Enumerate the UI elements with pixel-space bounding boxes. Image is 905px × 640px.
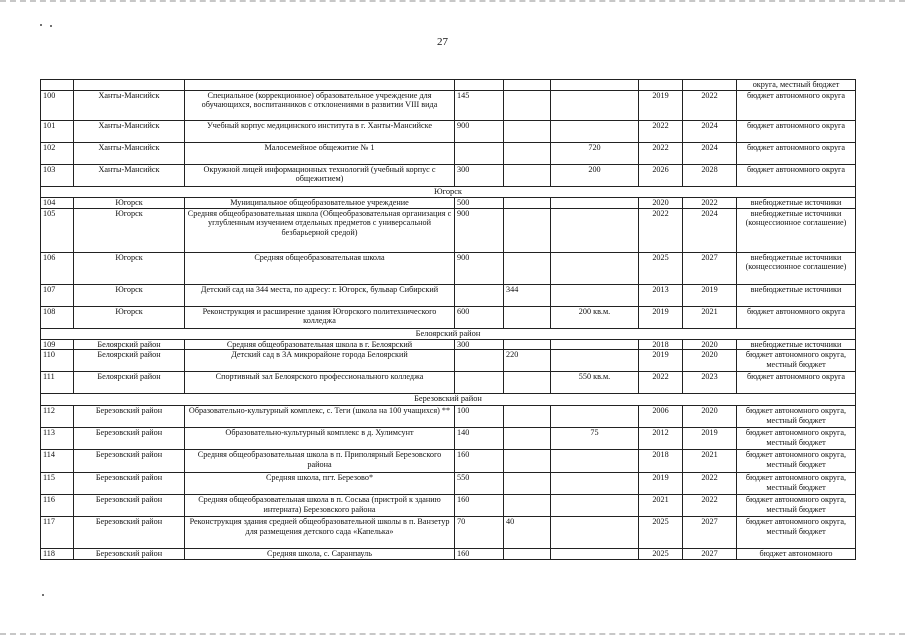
section-header-row <box>41 394 856 406</box>
table-row <box>41 450 856 473</box>
end-year-cell: 2022 <box>683 473 737 495</box>
end-year-cell: 2027 <box>683 517 737 549</box>
start-year-cell: 2025 <box>639 252 683 284</box>
section-header-row <box>41 186 856 197</box>
end-year-cell: 2021 <box>683 306 737 328</box>
area-beds-cell <box>551 120 639 142</box>
area-beds-cell <box>551 284 639 306</box>
funding-source-cell: бюджет автономного округа <box>737 142 856 164</box>
table-row <box>41 90 856 120</box>
start-year-cell: 2006 <box>639 406 683 428</box>
section-title: Югорск <box>41 186 856 197</box>
start-year-cell: 2022 <box>639 120 683 142</box>
start-year-cell: 2019 <box>639 350 683 372</box>
capacity-kindergarten-cell <box>504 549 551 560</box>
capacity-places-cell: 550 <box>455 473 504 495</box>
end-year-cell: 2019 <box>683 428 737 450</box>
end-year-cell <box>683 80 737 91</box>
start-year-cell: 2025 <box>639 549 683 560</box>
row-number-cell: 107 <box>41 284 74 306</box>
capacity-places-cell: 300 <box>455 339 504 350</box>
object-name-cell: Средняя общеобразовательная школа (Общеобразовательная организация с углубленным изучением отдельных предметов с универсальной безбарьерной средой) <box>185 208 455 252</box>
object-name-cell: Муниципальное общеобразовательное учреждение <box>185 197 455 208</box>
object-name-cell: Специальное (коррекционное) образовательное учреждение для обучающихся, воспитанников с отклонениями в развитии VIII вида <box>185 90 455 120</box>
row-number-cell: 101 <box>41 120 74 142</box>
capacity-kindergarten-cell <box>504 450 551 473</box>
table-row <box>41 549 856 560</box>
table-row <box>41 208 856 252</box>
object-name-cell: Средняя школа, пгт. Березово* <box>185 473 455 495</box>
table-row <box>41 350 856 372</box>
capacity-places-cell <box>455 284 504 306</box>
object-name-cell: Учебный корпус медицинского института в г. Ханты-Мансийске <box>185 120 455 142</box>
capacity-kindergarten-cell <box>504 495 551 517</box>
end-year-cell: 2024 <box>683 208 737 252</box>
object-name-cell <box>185 80 455 91</box>
capacity-places-cell: 600 <box>455 306 504 328</box>
start-year-cell: 2019 <box>639 90 683 120</box>
funding-source-cell: бюджет автономного округа <box>737 306 856 328</box>
municipality-cell: Березовский район <box>74 495 185 517</box>
area-beds-cell <box>551 80 639 91</box>
funding-source-cell: внебюджетные источники (концессионное соглашение) <box>737 208 856 252</box>
object-name-cell: Образовательно-культурный комплекс в д. Хулимсунт <box>185 428 455 450</box>
area-beds-cell: 720 <box>551 142 639 164</box>
area-beds-cell: 550 кв.м. <box>551 372 639 394</box>
start-year-cell: 2021 <box>639 495 683 517</box>
start-year-cell: 2022 <box>639 142 683 164</box>
area-beds-cell <box>551 406 639 428</box>
scan-edge-bottom <box>0 633 905 637</box>
end-year-cell: 2021 <box>683 450 737 473</box>
row-number-cell: 116 <box>41 495 74 517</box>
capacity-kindergarten-cell <box>504 372 551 394</box>
row-number-cell: 110 <box>41 350 74 372</box>
capacity-kindergarten-cell <box>504 90 551 120</box>
start-year-cell: 2019 <box>639 306 683 328</box>
row-number-cell <box>41 80 74 91</box>
area-beds-cell <box>551 339 639 350</box>
object-name-cell: Детский сад в 3А микрорайоне города Белоярский <box>185 350 455 372</box>
capacity-places-cell: 100 <box>455 406 504 428</box>
object-name-cell: Малосемейное общежитие № 1 <box>185 142 455 164</box>
funding-source-cell: бюджет автономного округа, местный бюджет <box>737 406 856 428</box>
municipality-cell: Югорск <box>74 208 185 252</box>
capacity-kindergarten-cell <box>504 306 551 328</box>
object-name-cell: Средняя общеобразовательная школа <box>185 252 455 284</box>
area-beds-cell <box>551 90 639 120</box>
row-number-cell: 114 <box>41 450 74 473</box>
object-name-cell: Средняя школа, с. Саранпауль <box>185 549 455 560</box>
table-row <box>41 197 856 208</box>
row-number-cell: 102 <box>41 142 74 164</box>
row-number-cell: 106 <box>41 252 74 284</box>
funding-source-cell: бюджет автономного округа <box>737 372 856 394</box>
row-number-cell: 117 <box>41 517 74 549</box>
section-title: Белоярский район <box>41 328 856 339</box>
object-name-cell: Образовательно-культурный комплекс, с. Теги (школа на 100 учащихся) ** <box>185 406 455 428</box>
table-row <box>41 252 856 284</box>
capacity-places-cell <box>455 142 504 164</box>
area-beds-cell <box>551 350 639 372</box>
row-number-cell: 104 <box>41 197 74 208</box>
capacity-kindergarten-cell: 220 <box>504 350 551 372</box>
start-year-cell: 2018 <box>639 450 683 473</box>
funding-source-cell: внебюджетные источники (концессионное соглашение) <box>737 252 856 284</box>
capacity-places-cell: 145 <box>455 90 504 120</box>
funding-source-cell: внебюджетные источники <box>737 197 856 208</box>
capacity-places-cell <box>455 80 504 91</box>
funding-source-cell: бюджет автономного округа <box>737 164 856 186</box>
table-row <box>41 339 856 350</box>
start-year-cell: 2025 <box>639 517 683 549</box>
table-row <box>41 517 856 549</box>
capacity-kindergarten-cell <box>504 80 551 91</box>
capacity-places-cell: 160 <box>455 495 504 517</box>
row-number-cell: 118 <box>41 549 74 560</box>
municipality-cell: Березовский район <box>74 473 185 495</box>
object-name-cell: Средняя общеобразовательная школа в п. Приполярный Березовского района <box>185 450 455 473</box>
end-year-cell: 2023 <box>683 372 737 394</box>
area-beds-cell: 200 <box>551 164 639 186</box>
end-year-cell: 2020 <box>683 406 737 428</box>
end-year-cell: 2020 <box>683 339 737 350</box>
funding-source-cell: внебюджетные источники <box>737 284 856 306</box>
scan-speck <box>42 594 44 596</box>
municipality-cell: Югорск <box>74 197 185 208</box>
end-year-cell: 2019 <box>683 284 737 306</box>
object-name-cell: Средняя общеобразовательная школа в г. Белоярский <box>185 339 455 350</box>
table-row <box>41 164 856 186</box>
start-year-cell <box>639 80 683 91</box>
municipality-cell: Ханты-Мансийск <box>74 120 185 142</box>
scan-speck <box>50 25 52 27</box>
projects-table <box>40 79 856 560</box>
table-row <box>41 306 856 328</box>
municipality-cell: Белоярский район <box>74 350 185 372</box>
municipality-cell: Белоярский район <box>74 372 185 394</box>
scan-speck <box>40 24 42 26</box>
capacity-kindergarten-cell <box>504 428 551 450</box>
municipality-cell: Березовский район <box>74 517 185 549</box>
funding-source-cell: бюджет автономного <box>737 549 856 560</box>
object-name-cell: Реконструкция и расширение здания Югорского политехнического колледжа <box>185 306 455 328</box>
end-year-cell: 2028 <box>683 164 737 186</box>
start-year-cell: 2013 <box>639 284 683 306</box>
municipality-cell: Югорск <box>74 284 185 306</box>
capacity-kindergarten-cell <box>504 339 551 350</box>
end-year-cell: 2024 <box>683 142 737 164</box>
object-name-cell: Детский сад на 344 места, по адресу: г. Югорск, бульвар Сибирский <box>185 284 455 306</box>
capacity-places-cell: 900 <box>455 120 504 142</box>
municipality-cell: Березовский район <box>74 450 185 473</box>
municipality-cell: Югорск <box>74 306 185 328</box>
capacity-kindergarten-cell <box>504 406 551 428</box>
section-title: Березовский район <box>41 394 856 406</box>
end-year-cell: 2024 <box>683 120 737 142</box>
table-row <box>41 284 856 306</box>
page-number: 27 <box>437 36 448 48</box>
end-year-cell: 2027 <box>683 252 737 284</box>
end-year-cell: 2022 <box>683 197 737 208</box>
object-name-cell: Реконструкция здания средней общеобразовательной школы в п. Ванзетур для размещения детского сада «Капелька» <box>185 517 455 549</box>
scan-edge-top <box>0 0 905 4</box>
start-year-cell: 2019 <box>639 473 683 495</box>
area-beds-cell <box>551 252 639 284</box>
table-row <box>41 80 856 91</box>
capacity-places-cell <box>455 372 504 394</box>
municipality-cell: Ханты-Мансийск <box>74 90 185 120</box>
capacity-places-cell <box>455 350 504 372</box>
capacity-kindergarten-cell <box>504 473 551 495</box>
capacity-places-cell: 500 <box>455 197 504 208</box>
start-year-cell: 2026 <box>639 164 683 186</box>
area-beds-cell <box>551 197 639 208</box>
capacity-places-cell: 160 <box>455 549 504 560</box>
table-row <box>41 406 856 428</box>
row-number-cell: 112 <box>41 406 74 428</box>
funding-source-cell: округа, местный бюджет <box>737 80 856 91</box>
row-number-cell: 109 <box>41 339 74 350</box>
row-number-cell: 115 <box>41 473 74 495</box>
row-number-cell: 100 <box>41 90 74 120</box>
municipality-cell: Березовский район <box>74 549 185 560</box>
end-year-cell: 2027 <box>683 549 737 560</box>
capacity-kindergarten-cell <box>504 208 551 252</box>
capacity-kindergarten-cell: 344 <box>504 284 551 306</box>
area-beds-cell <box>551 473 639 495</box>
capacity-places-cell: 300 <box>455 164 504 186</box>
area-beds-cell <box>551 495 639 517</box>
capacity-kindergarten-cell: 40 <box>504 517 551 549</box>
start-year-cell: 2022 <box>639 208 683 252</box>
area-beds-cell: 200 кв.м. <box>551 306 639 328</box>
row-number-cell: 105 <box>41 208 74 252</box>
end-year-cell: 2022 <box>683 90 737 120</box>
funding-source-cell: бюджет автономного округа, местный бюджет <box>737 428 856 450</box>
table-row <box>41 495 856 517</box>
funding-source-cell: бюджет автономного округа <box>737 90 856 120</box>
object-name-cell: Средняя общеобразовательная школа в п. Сосьва (пристрой к зданию интерната) Березовского района <box>185 495 455 517</box>
object-name-cell: Окружной лицей информационных технологий (учебный корпус с общежитием) <box>185 164 455 186</box>
capacity-kindergarten-cell <box>504 164 551 186</box>
funding-source-cell: бюджет автономного округа, местный бюджет <box>737 473 856 495</box>
start-year-cell: 2012 <box>639 428 683 450</box>
row-number-cell: 113 <box>41 428 74 450</box>
funding-source-cell: бюджет автономного округа, местный бюджет <box>737 350 856 372</box>
municipality-cell: Ханты-Мансийск <box>74 142 185 164</box>
capacity-places-cell: 70 <box>455 517 504 549</box>
capacity-kindergarten-cell <box>504 252 551 284</box>
funding-source-cell: внебюджетные источники <box>737 339 856 350</box>
capacity-kindergarten-cell <box>504 120 551 142</box>
municipality-cell: Югорск <box>74 252 185 284</box>
municipality-cell: Березовский район <box>74 428 185 450</box>
start-year-cell: 2018 <box>639 339 683 350</box>
capacity-places-cell: 900 <box>455 252 504 284</box>
object-name-cell: Спортивный зал Белоярского профессионального колледжа <box>185 372 455 394</box>
section-header-row <box>41 328 856 339</box>
table-row <box>41 372 856 394</box>
table-row <box>41 142 856 164</box>
area-beds-cell: 75 <box>551 428 639 450</box>
area-beds-cell <box>551 208 639 252</box>
table-row <box>41 428 856 450</box>
capacity-places-cell: 160 <box>455 450 504 473</box>
row-number-cell: 108 <box>41 306 74 328</box>
funding-source-cell: бюджет автономного округа <box>737 120 856 142</box>
table-row <box>41 473 856 495</box>
capacity-places-cell: 900 <box>455 208 504 252</box>
row-number-cell: 111 <box>41 372 74 394</box>
row-number-cell: 103 <box>41 164 74 186</box>
area-beds-cell <box>551 517 639 549</box>
area-beds-cell <box>551 549 639 560</box>
area-beds-cell <box>551 450 639 473</box>
start-year-cell: 2020 <box>639 197 683 208</box>
capacity-kindergarten-cell <box>504 142 551 164</box>
funding-source-cell: бюджет автономного округа, местный бюджет <box>737 517 856 549</box>
end-year-cell: 2022 <box>683 495 737 517</box>
funding-source-cell: бюджет автономного округа, местный бюджет <box>737 450 856 473</box>
capacity-places-cell: 140 <box>455 428 504 450</box>
capacity-kindergarten-cell <box>504 197 551 208</box>
municipality-cell: Белоярский район <box>74 339 185 350</box>
municipality-cell: Ханты-Мансийск <box>74 164 185 186</box>
municipality-cell <box>74 80 185 91</box>
start-year-cell: 2022 <box>639 372 683 394</box>
table-row <box>41 120 856 142</box>
funding-source-cell: бюджет автономного округа, местный бюджет <box>737 495 856 517</box>
municipality-cell: Березовский район <box>74 406 185 428</box>
end-year-cell: 2020 <box>683 350 737 372</box>
